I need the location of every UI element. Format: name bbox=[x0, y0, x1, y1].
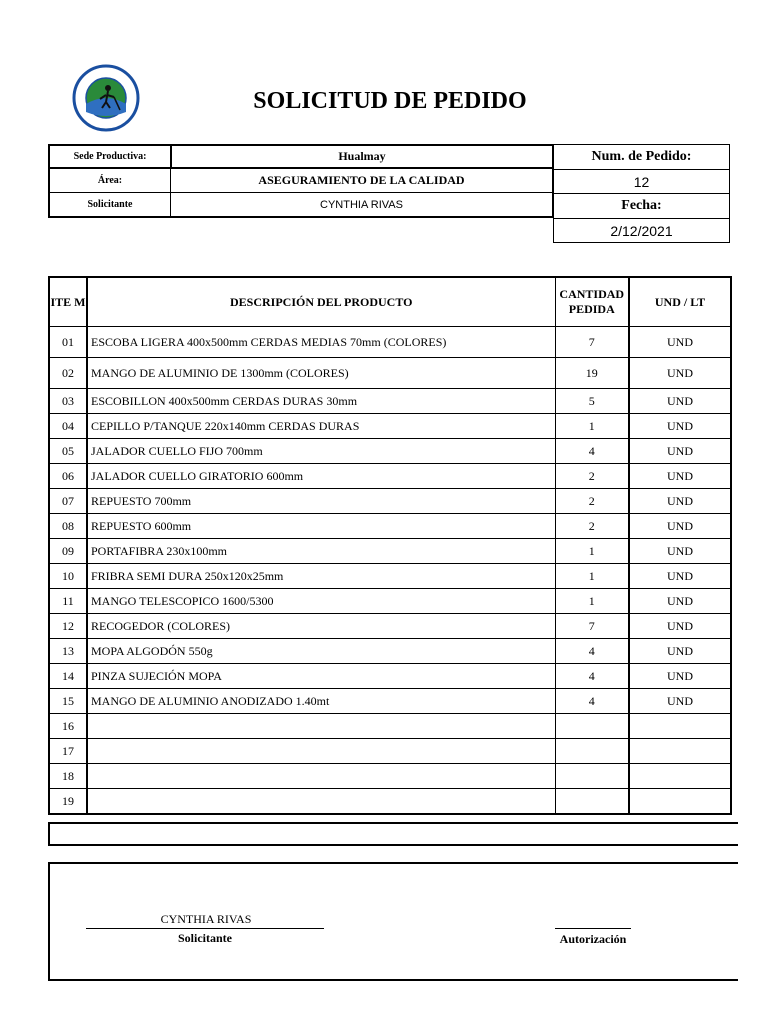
item-cell: 03 bbox=[49, 389, 87, 414]
table-row bbox=[49, 327, 731, 358]
description-cell: FRIBRA SEMI DURA 250x120x25mm bbox=[87, 564, 555, 589]
fecha-label: Fecha: bbox=[553, 193, 730, 219]
header-description: DESCRIPCIÓN DEL PRODUCTO bbox=[87, 277, 555, 327]
description-cell bbox=[87, 764, 555, 789]
table-header-row bbox=[49, 277, 731, 327]
unit-cell: UND bbox=[629, 614, 731, 639]
item-cell: 14 bbox=[49, 664, 87, 689]
item-cell: 13 bbox=[49, 639, 87, 664]
quantity-cell: 1 bbox=[555, 564, 629, 589]
quantity-cell bbox=[555, 714, 629, 739]
item-cell: 07 bbox=[49, 489, 87, 514]
quantity-cell: 1 bbox=[555, 414, 629, 439]
header-unit: UND / LT bbox=[629, 277, 731, 327]
quantity-cell: 7 bbox=[555, 327, 629, 358]
unit-cell: UND bbox=[629, 664, 731, 689]
quantity-cell: 1 bbox=[555, 589, 629, 614]
description-cell bbox=[87, 714, 555, 739]
table-row bbox=[49, 639, 731, 664]
item-cell: 09 bbox=[49, 539, 87, 564]
item-cell: 11 bbox=[49, 589, 87, 614]
table-row bbox=[49, 664, 731, 689]
table-row bbox=[49, 489, 731, 514]
area-label: Área: bbox=[48, 168, 171, 193]
table-row bbox=[49, 764, 731, 789]
quantity-cell: 7 bbox=[555, 614, 629, 639]
unit-cell bbox=[629, 764, 731, 789]
description-cell: PORTAFIBRA 230x100mm bbox=[87, 539, 555, 564]
unit-cell: UND bbox=[629, 489, 731, 514]
quantity-cell: 19 bbox=[555, 358, 629, 389]
item-cell: 18 bbox=[49, 764, 87, 789]
area-value: ASEGURAMIENTO DE LA CALIDAD bbox=[170, 168, 554, 193]
item-cell: 15 bbox=[49, 689, 87, 714]
unit-cell: UND bbox=[629, 358, 731, 389]
quantity-cell bbox=[555, 789, 629, 815]
description-cell: CEPILLO P/TANQUE 220x140mm CERDAS DURAS bbox=[87, 414, 555, 439]
page-title: SOLICITUD DE PEDIDO bbox=[253, 88, 527, 114]
solicitante-signature-line bbox=[86, 928, 324, 929]
unit-cell: UND bbox=[629, 464, 731, 489]
sede-value: Hualmay bbox=[170, 144, 554, 169]
solicitante-signature-name: CYNTHIA RIVAS bbox=[160, 912, 252, 926]
unit-cell bbox=[629, 789, 731, 815]
item-cell: 10 bbox=[49, 564, 87, 589]
solicitante-signature-label: Solicitante bbox=[178, 931, 232, 945]
table-row bbox=[49, 689, 731, 714]
quantity-cell: 2 bbox=[555, 464, 629, 489]
autorizacion-signature-label: Autorización bbox=[559, 932, 627, 946]
autorizacion-signature-line bbox=[555, 928, 631, 929]
item-cell: 02 bbox=[49, 358, 87, 389]
unit-cell: UND bbox=[629, 439, 731, 464]
unit-cell: UND bbox=[629, 689, 731, 714]
unit-cell: UND bbox=[629, 564, 731, 589]
header-quantity: CANTIDAD PEDIDA bbox=[555, 277, 629, 327]
notes-bar bbox=[48, 822, 738, 846]
unit-cell: UND bbox=[629, 514, 731, 539]
description-cell: REPUESTO 600mm bbox=[87, 514, 555, 539]
table-row bbox=[49, 414, 731, 439]
description-cell: MOPA ALGODÓN 550g bbox=[87, 639, 555, 664]
item-cell: 06 bbox=[49, 464, 87, 489]
pedido-value: 12 bbox=[553, 169, 730, 194]
quantity-cell: 4 bbox=[555, 439, 629, 464]
quantity-cell: 1 bbox=[555, 539, 629, 564]
description-cell bbox=[87, 739, 555, 764]
description-cell: REPUESTO 700mm bbox=[87, 489, 555, 514]
table-row bbox=[49, 739, 731, 764]
signature-box bbox=[48, 862, 738, 981]
unit-cell: UND bbox=[629, 539, 731, 564]
quantity-cell bbox=[555, 764, 629, 789]
quantity-cell: 4 bbox=[555, 664, 629, 689]
item-cell: 12 bbox=[49, 614, 87, 639]
quantity-cell: 5 bbox=[555, 389, 629, 414]
table-row bbox=[49, 539, 731, 564]
item-cell: 01 bbox=[49, 327, 87, 358]
quantity-cell: 2 bbox=[555, 489, 629, 514]
solicitante-label: Solicitante bbox=[48, 192, 171, 218]
description-cell bbox=[87, 789, 555, 815]
quantity-cell bbox=[555, 739, 629, 764]
products-table bbox=[48, 276, 732, 815]
description-cell: ESCOBILLON 400x500mm CERDAS DURAS 30mm bbox=[87, 389, 555, 414]
unit-cell: UND bbox=[629, 589, 731, 614]
description-cell: MANGO TELESCOPICO 1600/5300 bbox=[87, 589, 555, 614]
quantity-cell: 2 bbox=[555, 514, 629, 539]
quantity-cell: 4 bbox=[555, 689, 629, 714]
unit-cell: UND bbox=[629, 389, 731, 414]
description-cell: PINZA SUJECIÓN MOPA bbox=[87, 664, 555, 689]
description-cell: MANGO DE ALUMINIO ANODIZADO 1.40mt bbox=[87, 689, 555, 714]
sede-label: Sede Productiva: bbox=[48, 144, 171, 169]
table-row bbox=[49, 589, 731, 614]
quantity-cell: 4 bbox=[555, 639, 629, 664]
description-cell: ESCOBA LIGERA 400x500mm CERDAS MEDIAS 70mm (COLORES) bbox=[87, 327, 555, 358]
table-row bbox=[49, 514, 731, 539]
fecha-value: 2/12/2021 bbox=[553, 218, 730, 243]
header-item: ITE M bbox=[49, 277, 87, 327]
unit-cell: UND bbox=[629, 327, 731, 358]
item-cell: 05 bbox=[49, 439, 87, 464]
unit-cell: UND bbox=[629, 639, 731, 664]
description-cell: RECOGEDOR (COLORES) bbox=[87, 614, 555, 639]
table-row bbox=[49, 614, 731, 639]
description-cell: JALADOR CUELLO GIRATORIO 600mm bbox=[87, 464, 555, 489]
item-cell: 08 bbox=[49, 514, 87, 539]
solicitante-value: CYNTHIA RIVAS bbox=[170, 192, 554, 218]
unit-cell bbox=[629, 714, 731, 739]
description-cell: JALADOR CUELLO FIJO 700mm bbox=[87, 439, 555, 464]
item-cell: 19 bbox=[49, 789, 87, 815]
item-cell: 16 bbox=[49, 714, 87, 739]
table-row bbox=[49, 714, 731, 739]
table-row bbox=[49, 439, 731, 464]
unit-cell bbox=[629, 739, 731, 764]
unit-cell: UND bbox=[629, 414, 731, 439]
table-row bbox=[49, 564, 731, 589]
table-row bbox=[49, 389, 731, 414]
table-row bbox=[49, 358, 731, 389]
table-row bbox=[49, 789, 731, 815]
company-logo bbox=[72, 64, 140, 132]
table-row bbox=[49, 464, 731, 489]
description-cell: MANGO DE ALUMINIO DE 1300mm (COLORES) bbox=[87, 358, 555, 389]
item-cell: 04 bbox=[49, 414, 87, 439]
pedido-label: Num. de Pedido: bbox=[553, 144, 730, 170]
item-cell: 17 bbox=[49, 739, 87, 764]
